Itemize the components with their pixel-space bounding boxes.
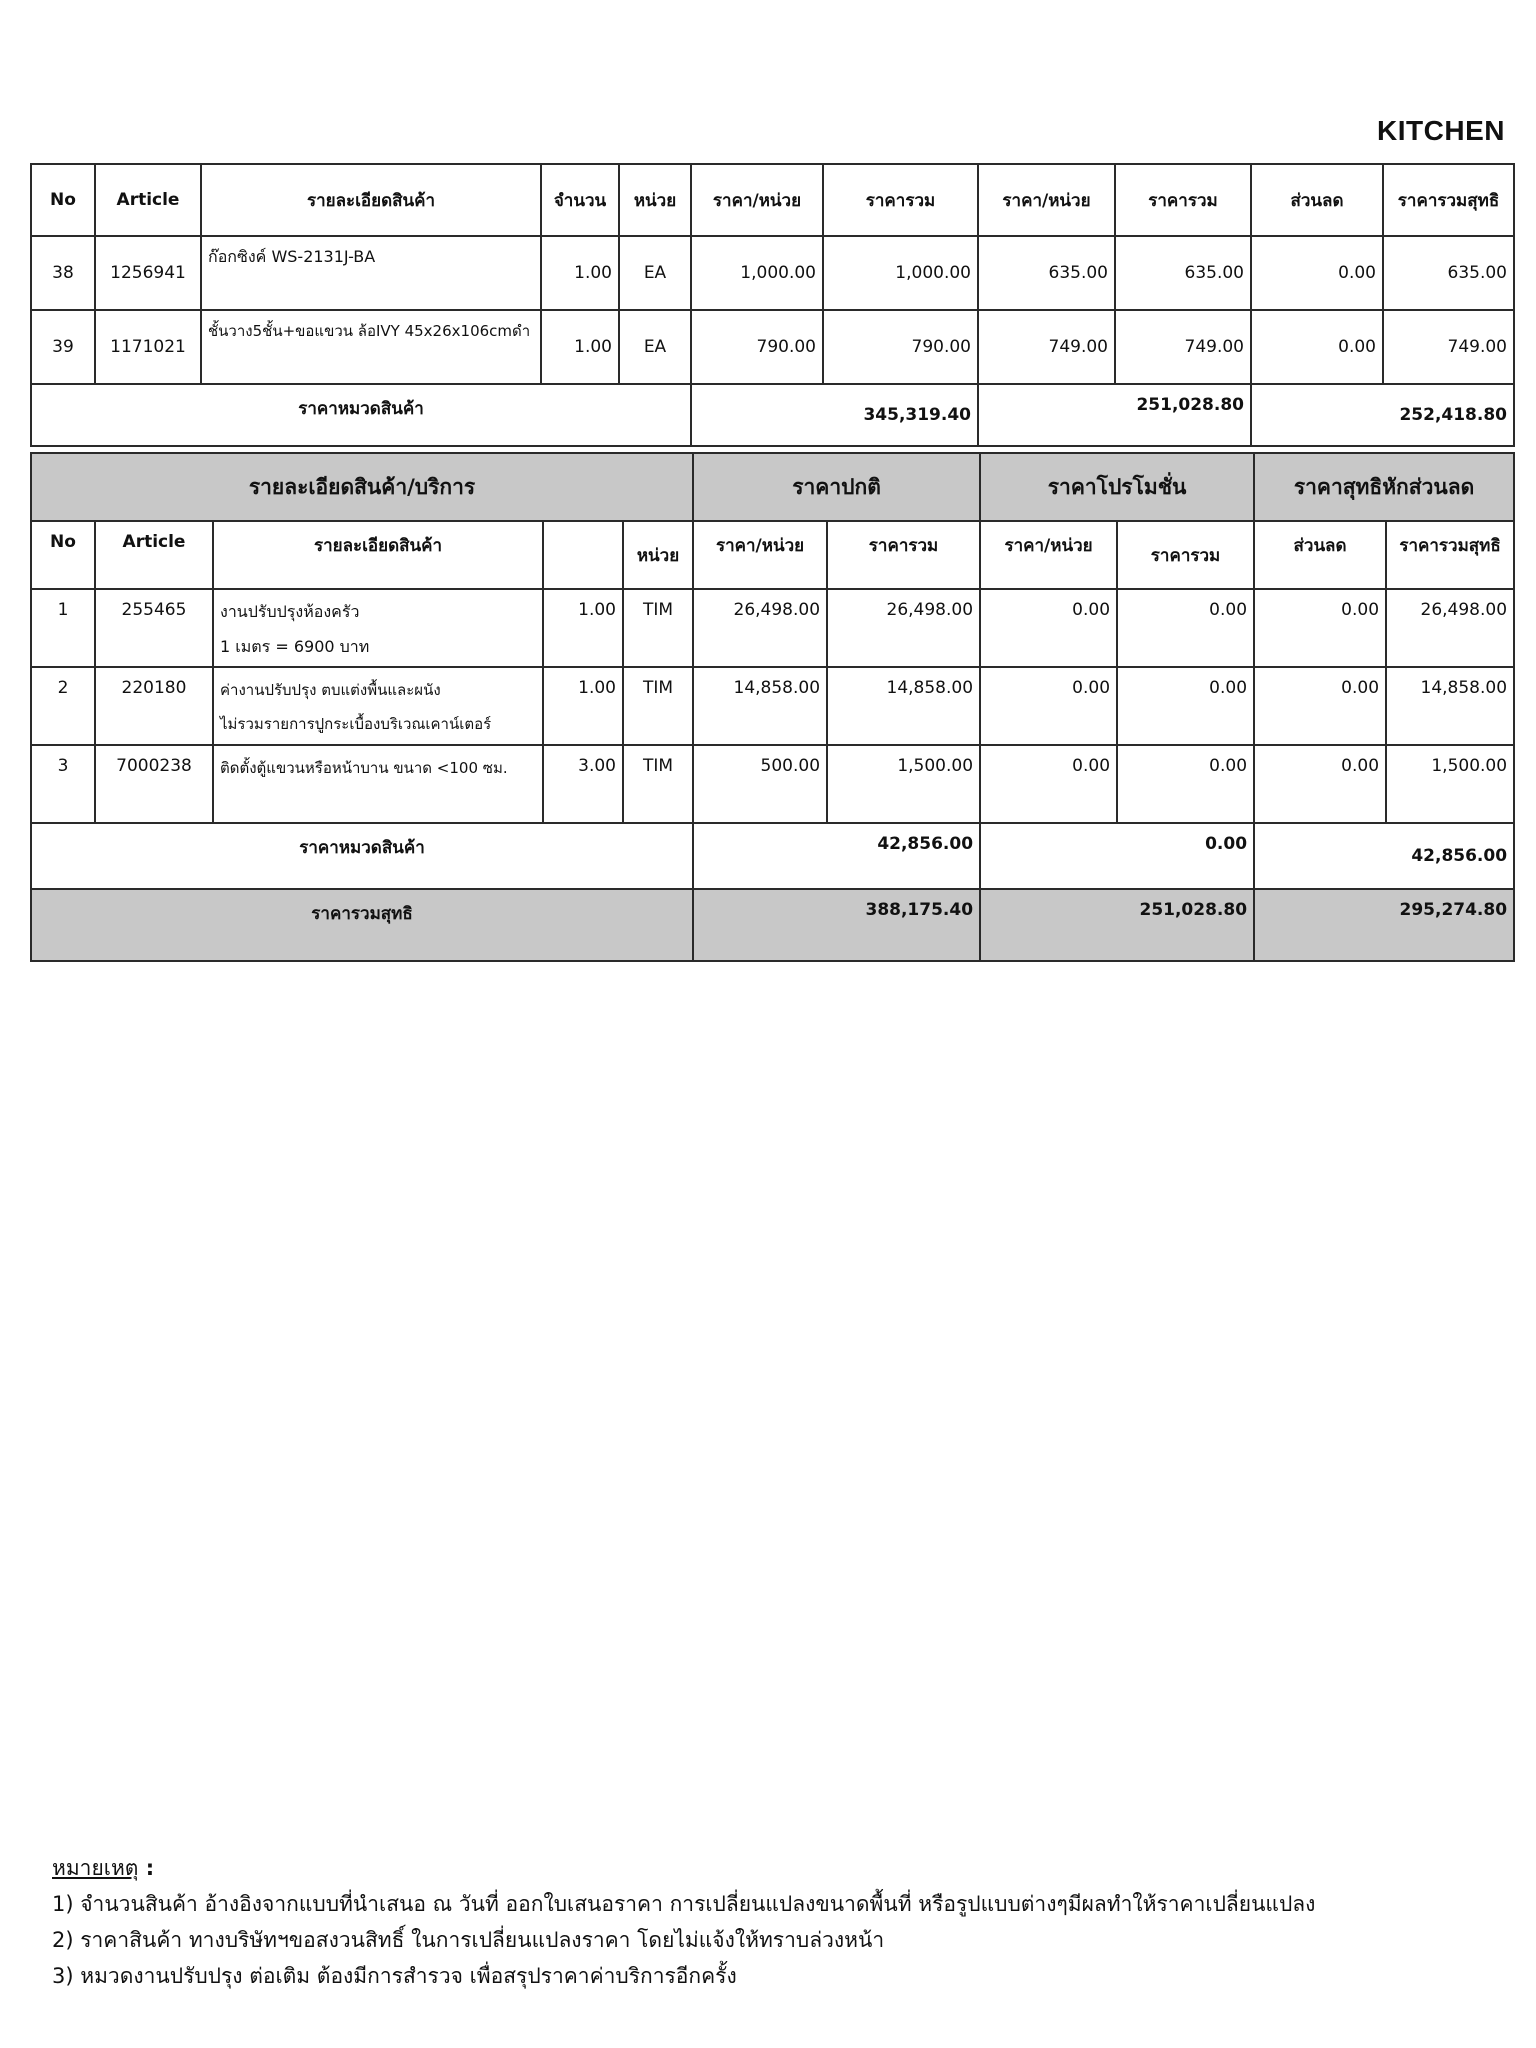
table-row (31, 745, 1514, 823)
notes-heading (52, 1850, 1315, 1886)
cell-net-total: 1,500.00 (1386, 745, 1514, 823)
cell-unit: TIM (623, 589, 693, 667)
cell-article: 1171021 (95, 310, 201, 384)
cell-no: 3 (31, 745, 95, 823)
table-header-row (31, 521, 1514, 589)
subtotal-normal: 42,856.00 (693, 823, 980, 889)
cell-quantity: 1.00 (541, 236, 619, 310)
grand-total-row (31, 889, 1514, 961)
note-item: 1) จำนวนสินค้า อ้างอิงจากแบบที่นำเสนอ ณ วันที่ ออกใบเสนอราคา การเปลี่ยนแปลงขนาดพื้นที่ หรือรูปแบบต่างๆมีผลทำให้ราคาเปลี่ยนแปลง (52, 1892, 1316, 1916)
cell-article: 1256941 (95, 236, 201, 310)
cell-promo-total: 749.00 (1115, 310, 1251, 384)
cell-promo-total: 635.00 (1115, 236, 1251, 310)
col-header-quantity: จำนวน (541, 164, 619, 236)
subtotal-net: 252,418.80 (1251, 384, 1514, 446)
cell-quantity: 1.00 (541, 310, 619, 384)
table-row (31, 310, 1514, 384)
cell-normal-unit-price: 500.00 (693, 745, 827, 823)
cell-no: 38 (31, 236, 95, 310)
col-header-discount: ส่วนลด (1254, 521, 1386, 589)
cell-normal-unit-price: 790.00 (691, 310, 823, 384)
cell-description: ก๊อกซิงค์ WS-2131J-BA (201, 236, 541, 310)
cell-discount: 0.00 (1254, 589, 1386, 667)
notes-colon: : (138, 1856, 155, 1880)
description-line: ติดตั้งตู้แขวนหรือหน้าบาน ขนาด <100 ซม. (220, 759, 508, 777)
cell-normal-total: 1,500.00 (827, 745, 980, 823)
table-row (31, 667, 1514, 745)
col-header-net-total: ราคารวมสุทธิ (1383, 164, 1514, 236)
cell-article: 255465 (95, 589, 213, 667)
col-header-normal-total: ราคารวม (827, 521, 980, 589)
subtotal-label: ราคาหมวดสินค้า (31, 384, 691, 446)
grand-total-net: 295,274.80 (1254, 889, 1514, 961)
col-header-no: No (31, 164, 95, 236)
cell-promo-unit-price: 635.00 (978, 236, 1115, 310)
col-header-unit: หน่วย (619, 164, 691, 236)
cell-discount: 0.00 (1251, 236, 1383, 310)
subtotal-row (31, 384, 1514, 446)
cell-no: 2 (31, 667, 95, 745)
col-header-promo-total: ราคารวม (1117, 521, 1254, 589)
cell-unit: EA (619, 236, 691, 310)
product-table (30, 163, 1515, 447)
col-header-description: รายละเอียดสินค้า (201, 164, 541, 236)
subtotal-row (31, 823, 1514, 889)
subtotal-net: 42,856.00 (1254, 823, 1514, 889)
col-header-discount: ส่วนลด (1251, 164, 1383, 236)
col-header-unit: หน่วย (623, 521, 693, 589)
note-item: 2) ราคาสินค้า ทางบริษัทฯขอสงวนสิทธิ์ ในการเปลี่ยนแปลงราคา โดยไม่แจ้งให้ทราบล่วงหน้า (52, 1928, 885, 1952)
notes-section (52, 1850, 1315, 1994)
grand-total-promo: 251,028.80 (980, 889, 1254, 961)
cell-net-total: 26,498.00 (1386, 589, 1514, 667)
subtotal-promo: 251,028.80 (978, 384, 1251, 446)
cell-promo-unit-price: 749.00 (978, 310, 1115, 384)
col-header-net-total: ราคารวมสุทธิ (1386, 521, 1514, 589)
cell-promo-total: 0.00 (1117, 745, 1254, 823)
group-header-normal-price: ราคาปกติ (693, 453, 980, 521)
cell-promo-total: 0.00 (1117, 589, 1254, 667)
cell-discount: 0.00 (1254, 667, 1386, 745)
table-header-row (31, 164, 1514, 236)
description-line: ไม่รวมรายการปูกระเบื้องบริเวณเคาน์เตอร์ (220, 715, 492, 733)
description-line: งานปรับปรุงห้องครัว (220, 602, 360, 621)
description-line: ค่างานปรับปรุง ตบแต่งพื้นและผนัง (220, 681, 441, 699)
group-header-promo-price: ราคาโปรโมชั่น (980, 453, 1254, 521)
col-header-normal-unit-price: ราคา/หน่วย (693, 521, 827, 589)
cell-promo-unit-price: 0.00 (980, 589, 1117, 667)
cell-normal-total: 1,000.00 (823, 236, 978, 310)
cell-article: 220180 (95, 667, 213, 745)
cell-quantity: 1.00 (543, 667, 623, 745)
cell-normal-unit-price: 26,498.00 (693, 589, 827, 667)
cell-discount: 0.00 (1251, 310, 1383, 384)
notes-title: หมายเหตุ (52, 1856, 139, 1880)
subtotal-label: ราคาหมวดสินค้า (31, 823, 693, 889)
description-line: 1 เมตร = 6900 บาท (220, 637, 370, 656)
cell-net-total: 749.00 (1383, 310, 1514, 384)
cell-net-total: 14,858.00 (1386, 667, 1514, 745)
cell-promo-unit-price: 0.00 (980, 667, 1117, 745)
note-item: 3) หมวดงานปรับปรุง ต่อเติม ต้องมีการสำรวจ เพื่อสรุปราคาค่าบริการอีกครั้ง (52, 1964, 737, 1988)
col-header-promo-unit-price: ราคา/หน่วย (980, 521, 1117, 589)
cell-net-total: 635.00 (1383, 236, 1514, 310)
cell-promo-total: 0.00 (1117, 667, 1254, 745)
cell-description: ชั้นวาง5ชั้น+ขอแขวน ล้อIVY 45x26x106cmดำ (201, 310, 541, 384)
cell-description (213, 745, 543, 823)
cell-no: 1 (31, 589, 95, 667)
grand-total-normal: 388,175.40 (693, 889, 980, 961)
cell-normal-total: 26,498.00 (827, 589, 980, 667)
col-header-normal-total: ราคารวม (823, 164, 978, 236)
table-row (31, 236, 1514, 310)
col-header-promo-unit-price: ราคา/หน่วย (978, 164, 1115, 236)
service-table (30, 452, 1515, 962)
cell-discount: 0.00 (1254, 745, 1386, 823)
col-header-description: รายละเอียดสินค้า (213, 521, 543, 589)
group-header-row (31, 453, 1514, 521)
table-row (31, 589, 1514, 667)
col-header-normal-unit-price: ราคา/หน่วย (691, 164, 823, 236)
cell-unit: EA (619, 310, 691, 384)
col-header-promo-total: ราคารวม (1115, 164, 1251, 236)
group-header-net-price: ราคาสุทธิหักส่วนลด (1254, 453, 1514, 521)
cell-description (213, 589, 543, 667)
cell-article: 7000238 (95, 745, 213, 823)
col-header-article: Article (95, 521, 213, 589)
subtotal-normal: 345,319.40 (691, 384, 978, 446)
cell-normal-total: 14,858.00 (827, 667, 980, 745)
page-title: KITCHEN (1377, 115, 1505, 146)
cell-quantity: 3.00 (543, 745, 623, 823)
col-header-quantity (543, 521, 623, 589)
cell-unit: TIM (623, 745, 693, 823)
group-header-detail: รายละเอียดสินค้า/บริการ (31, 453, 693, 521)
cell-no: 39 (31, 310, 95, 384)
cell-normal-total: 790.00 (823, 310, 978, 384)
col-header-article: Article (95, 164, 201, 236)
cell-promo-unit-price: 0.00 (980, 745, 1117, 823)
cell-normal-unit-price: 14,858.00 (693, 667, 827, 745)
cell-quantity: 1.00 (543, 589, 623, 667)
subtotal-promo: 0.00 (980, 823, 1254, 889)
grand-total-label: ราคารวมสุทธิ (31, 889, 693, 961)
cell-unit: TIM (623, 667, 693, 745)
col-header-no: No (31, 521, 95, 589)
cell-normal-unit-price: 1,000.00 (691, 236, 823, 310)
cell-description (213, 667, 543, 745)
